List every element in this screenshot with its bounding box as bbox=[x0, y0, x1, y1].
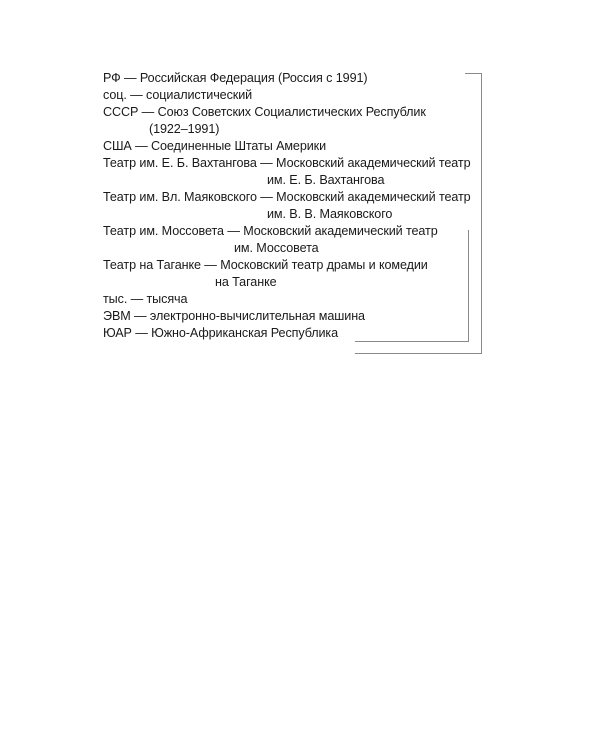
abbr-entry-sssr: СССР — Союз Советских Социалистических Республик bbox=[103, 105, 426, 119]
abbr-entry-taganka: Театр на Таганке — Московский театр драмы и комедии bbox=[103, 258, 428, 272]
abbreviation-list bbox=[103, 70, 473, 342]
abbr-entry-vakhtangov: Театр им. Е. Б. Вахтангова — Московский академический театр bbox=[103, 156, 471, 170]
abbr-entry-usa: США — Соединенные Штаты Америки bbox=[103, 139, 327, 153]
abbr-entry-sssr-continuation: (1922–1991) bbox=[149, 122, 220, 136]
abbr-entry-evm: ЭВМ — электронно-вычислительная машина bbox=[103, 309, 365, 323]
abbr-entry-sots: соц. — социалистический bbox=[103, 88, 253, 102]
crop-mark-bottom-horizontal-inner bbox=[355, 341, 469, 342]
abbr-entry-mayakovsky-continuation: им. В. В. Маяковского bbox=[267, 207, 393, 221]
crop-mark-top-horizontal bbox=[465, 73, 482, 74]
abbr-entry-taganka-continuation: на Таганке bbox=[215, 275, 277, 289]
abbr-entry-tys: тыс. — тысяча bbox=[103, 292, 188, 306]
crop-mark-inner-vertical bbox=[468, 230, 469, 342]
abbr-entry-vakhtangov-continuation: им. Е. Б. Вахтангова bbox=[267, 173, 385, 187]
abbr-entry-rf: РФ — Российская Федерация (Россия с 1991) bbox=[103, 71, 368, 85]
crop-mark-right-vertical bbox=[481, 73, 482, 354]
abbr-entry-mossovet-continuation: им. Моссовета bbox=[234, 241, 319, 255]
abbr-entry-yuar: ЮАР — Южно-Африканская Республика bbox=[103, 326, 339, 340]
abbr-entry-mossovet: Театр им. Моссовета — Московский академический театр bbox=[103, 224, 438, 238]
crop-mark-bottom-horizontal-outer bbox=[355, 353, 482, 354]
abbr-entry-mayakovsky: Театр им. Вл. Маяковского — Московский академический театр bbox=[103, 190, 471, 204]
